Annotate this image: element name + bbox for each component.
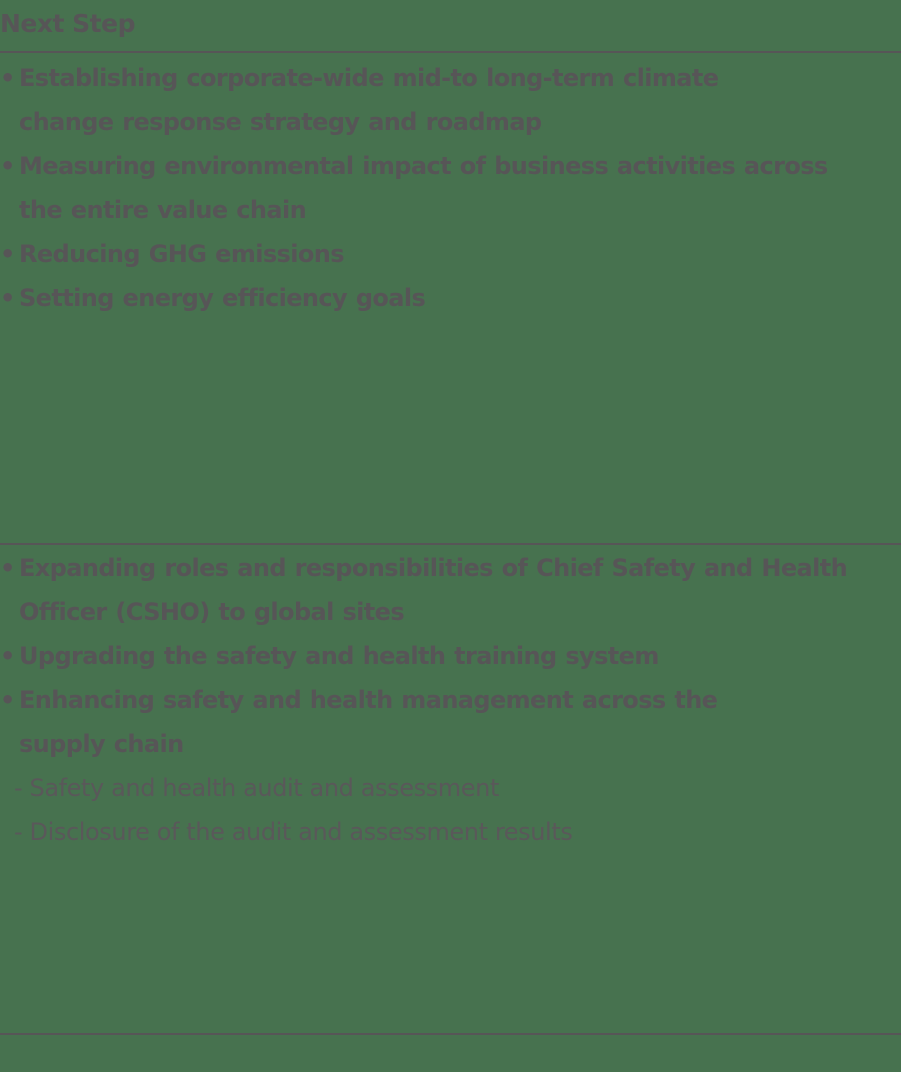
- bottom-divider: [0, 1033, 901, 1035]
- section-divider: [0, 543, 901, 545]
- list-item-text: Expanding roles and responsibilities of Chief Safety and Health Officer (CSHO) to global sites: [19, 554, 848, 626]
- sub-list-item: - Safety and health audit and assessment: [14, 774, 499, 802]
- list-item-text: Establishing corporate-wide mid-to long-term climate change response strategy and roadmap: [19, 64, 719, 136]
- list-item-text: Measuring environmental impact of business activities across the entire value chain: [19, 152, 828, 224]
- bullet-icon: •: [0, 686, 15, 714]
- list-item: [0, 634, 880, 678]
- bullet-icon: •: [0, 240, 15, 268]
- list-item: [0, 144, 839, 232]
- climate-next-steps: [0, 56, 880, 320]
- list-item: [0, 546, 849, 634]
- bullet-icon: •: [0, 554, 15, 582]
- list-item-text: Reducing GHG emissions: [19, 240, 344, 268]
- safety-next-steps: [0, 546, 880, 854]
- list-item-text: Enhancing safety and health management across the supply chain: [19, 686, 718, 758]
- list-item: [0, 276, 880, 320]
- list-item: [0, 232, 880, 276]
- list-item: [0, 678, 809, 766]
- next-step-heading: Next Step: [0, 9, 135, 38]
- bullet-icon: •: [0, 64, 15, 92]
- sub-list-item: - Disclosure of the audit and assessment results: [14, 818, 573, 846]
- bullet-icon: •: [0, 642, 15, 670]
- list-item-text: Upgrading the safety and health training system: [19, 642, 659, 670]
- header-divider: [0, 51, 901, 53]
- list-item-text: Setting energy efficiency goals: [19, 284, 426, 312]
- bullet-icon: •: [0, 284, 15, 312]
- list-item: [0, 56, 819, 144]
- bullet-icon: •: [0, 152, 15, 180]
